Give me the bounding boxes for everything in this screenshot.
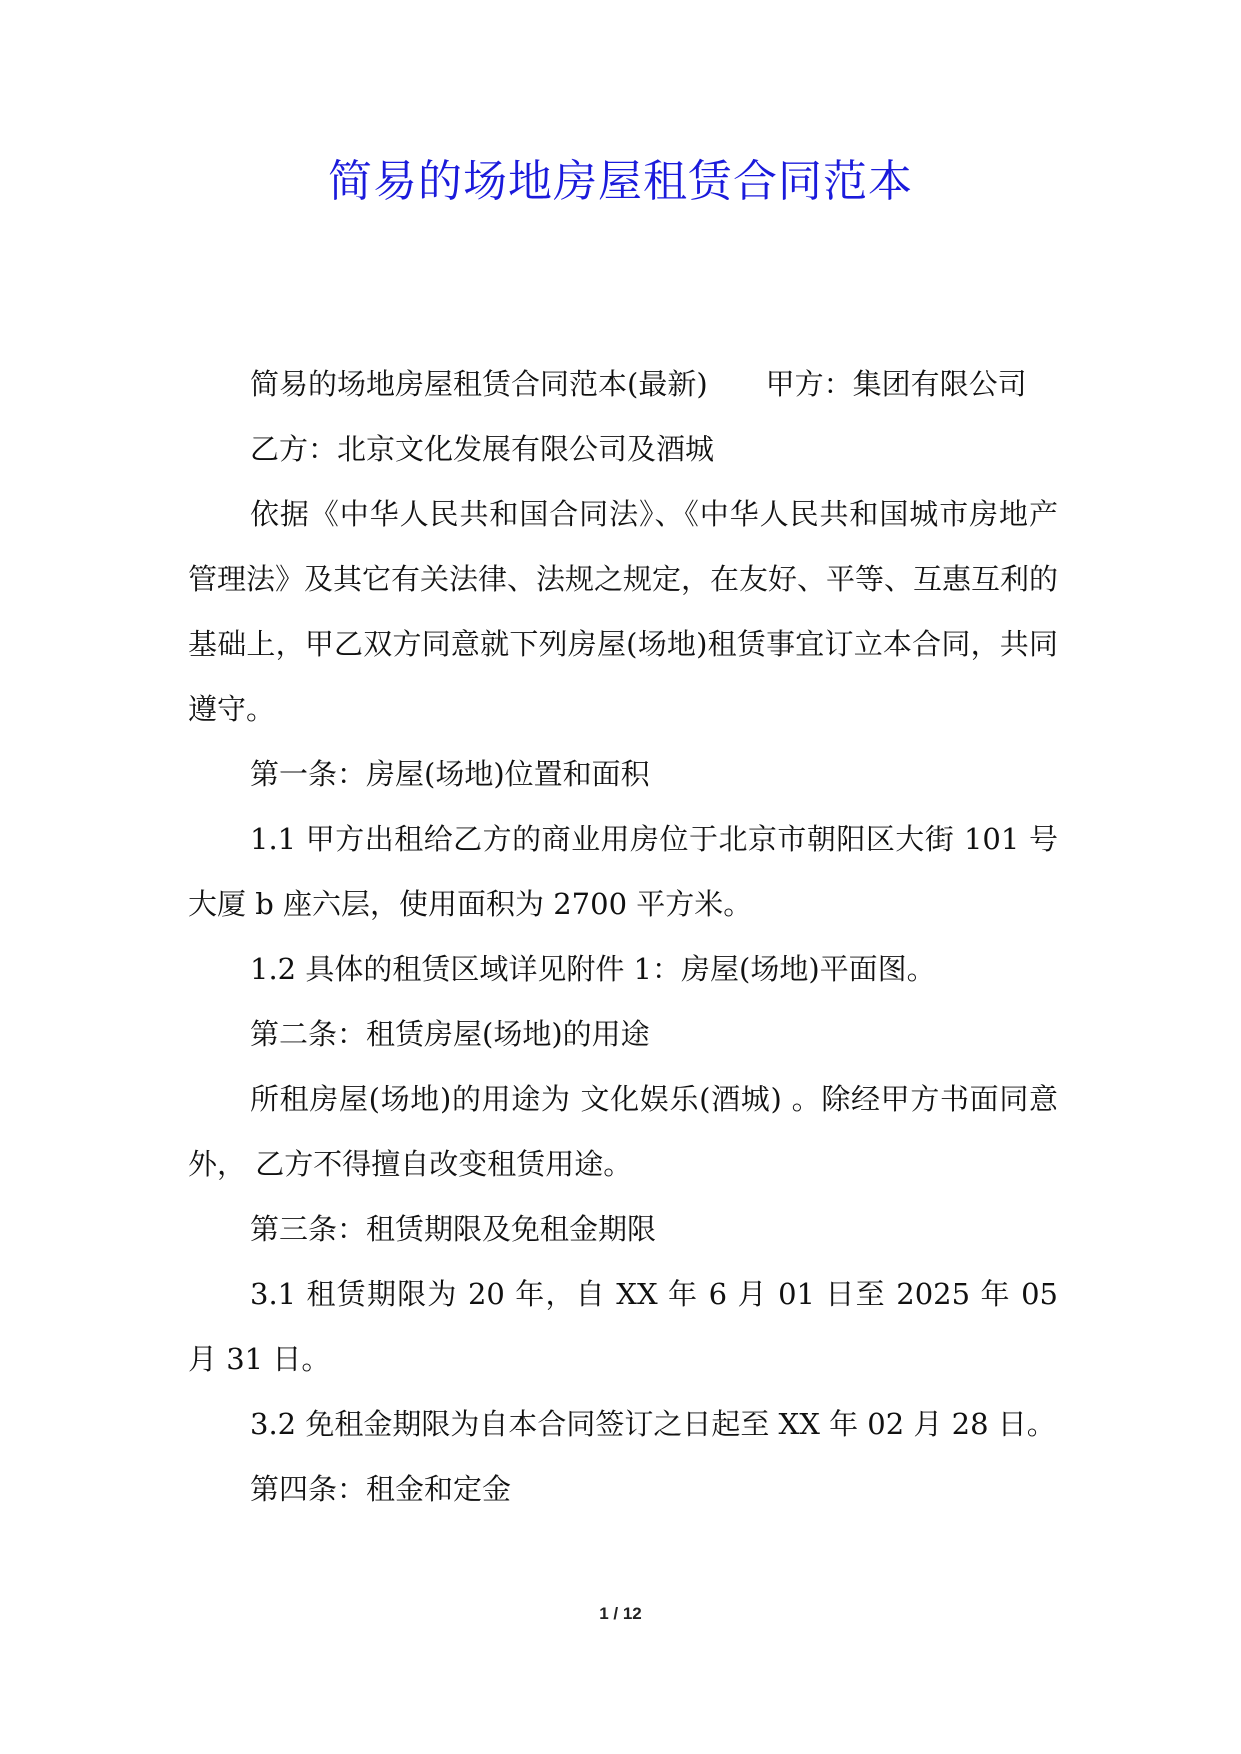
paragraph-party-b: 乙方：北京文化发展有限公司及酒城 — [250, 432, 715, 466]
document-body — [188, 352, 1068, 1522]
heading-article-3: 第三条：租赁期限及免租金期限 — [250, 1212, 657, 1246]
paragraph-clause-3-2: 3.2 免租金期限为自本合同签订之日起至 XX 年 02 月 28 日。 — [250, 1407, 1056, 1441]
paragraph-usage: 所租房屋(场地)的用途为 文化娱乐(酒城) 。除经甲方书面同意外， 乙方不得擅自改变租赁用途。 — [188, 1082, 1058, 1181]
heading-article-1: 第一条：房屋(场地)位置和面积 — [250, 757, 650, 791]
heading-article-4: 第四条：租金和定金 — [250, 1472, 512, 1506]
paragraph-clause-3-1: 3.1 租赁期限为 20 年，自 XX 年 6 月 01 日至 2025 年 05 月 31 日。 — [188, 1277, 1068, 1376]
paragraph-clause-1-1: 1.1 甲方出租给乙方的商业用房位于北京市朝阳区大街 101 号大厦 b 座六层，使用面积为 2700 平方米。 — [188, 822, 1058, 921]
paragraph-intro: 简易的场地房屋租赁合同范本(最新) 甲方：集团有限公司 — [250, 367, 1027, 401]
document-title: 简易的场地房屋租赁合同范本 — [328, 156, 913, 207]
heading-article-2: 第二条：租赁房屋(场地)的用途 — [250, 1017, 650, 1051]
paragraph-legal-basis: 依据《中华人民共和国合同法》、《中华人民共和国城市房地产管理法》及其它有关法律、法规之规定，在友好、平等、互惠互利的基础上，甲乙双方同意就下列房屋(场地)租赁事宜订立本合同，共同遵守。 — [188, 497, 1059, 726]
page-number: 1 / 12 — [599, 1604, 642, 1623]
paragraph-clause-1-2: 1.2 具体的租赁区域详见附件 1：房屋(场地)平面图。 — [250, 952, 936, 986]
